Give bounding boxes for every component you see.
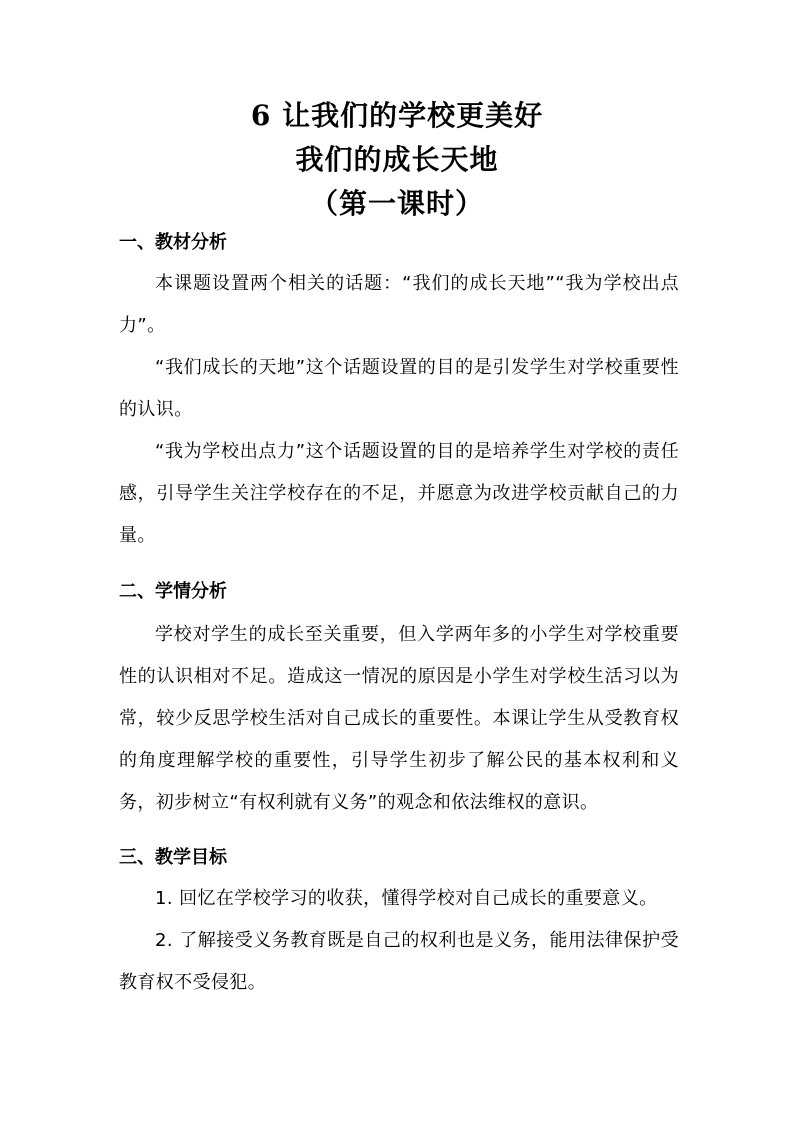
goal-item: 1. 回忆在学校学习的收获，懂得学校对自己成长的重要意义。 <box>155 888 658 909</box>
paragraph: 本课题设置两个相关的话题：“我们的成长天地”“我为学校出点力”。 <box>119 273 679 336</box>
section-heading-teaching-goals: 三、教学目标 <box>119 847 227 868</box>
paragraph: “我为学校出点力”这个话题设置的目的是培养学生对学校的责任感，引导学生关注学校存在的不足，并愿意为改进学校贡献自己的力量。 <box>119 441 679 546</box>
lesson-title: 6 让我们的学校更美好 <box>250 99 544 132</box>
paragraph: “我们成长的天地”这个话题设置的目的是引发学生对学校重要性的认识。 <box>119 357 679 420</box>
lesson-period: （第一课时） <box>309 187 484 220</box>
goal-item: 2. 了解接受义务教育既是自己的权利也是义务，能用法律保护受教育权不受侵犯。 <box>119 930 679 993</box>
paragraph: 学校对学生的成长至关重要，但入学两年多的小学生对学校重要性的认识相对不足。造成这一情况的原因是小学生对学校生活习以为常，较少反思学校生活对自己成长的重要性。本课让学生从受教育权的角度理解学校的重要性，引导学生初步了解公民的基本权利和义务，初步树立“有权利就有义务”的观念和依法维权的意识。 <box>119 624 679 813</box>
section-heading-textbook-analysis: 一、教材分析 <box>119 232 227 253</box>
section-heading-student-analysis: 二、学情分析 <box>119 581 227 602</box>
lesson-subtitle: 我们的成长天地 <box>295 143 499 176</box>
